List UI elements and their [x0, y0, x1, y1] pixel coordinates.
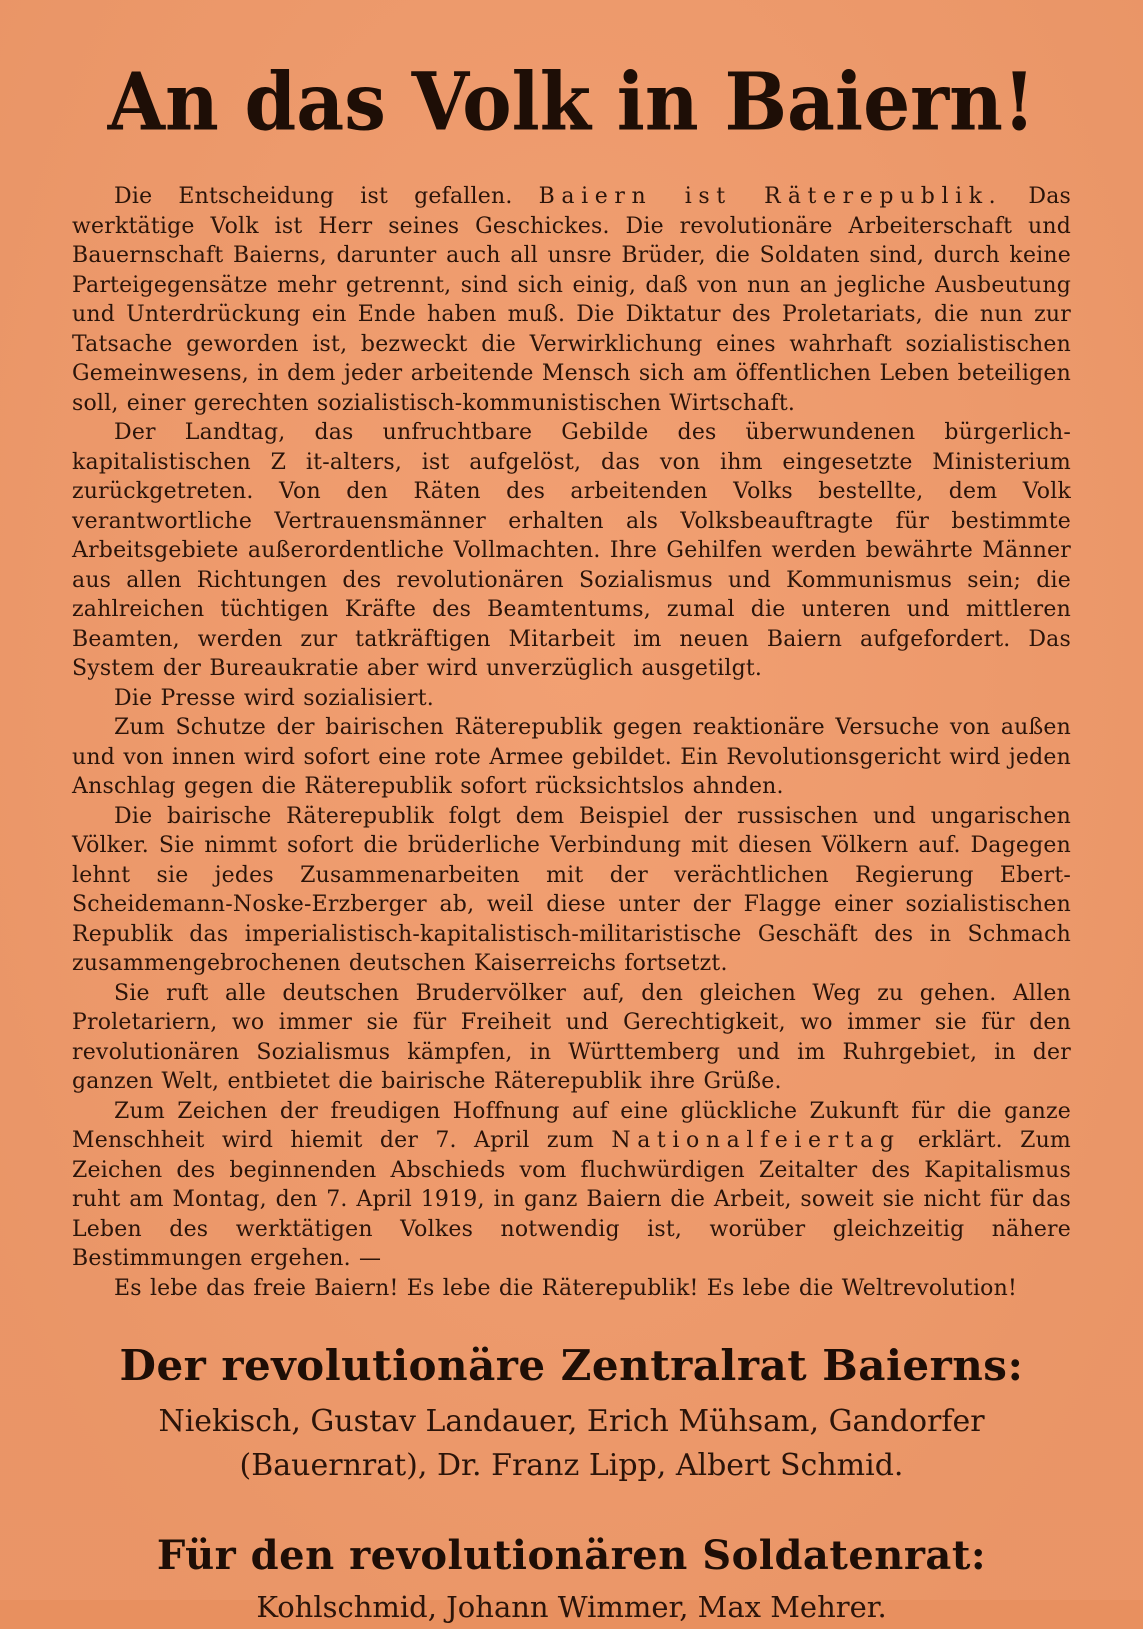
central-council-heading: Der revolutionäre Zentralrat Baierns:	[119, 1341, 1024, 1390]
paragraph-es-lebe: Es lebe das freie Baiern! Es lebe die Räterepublik! Es lebe die Weltrevolution!	[114, 1275, 1018, 1301]
paragraph-nationalfeiertag	[72, 1097, 1071, 1274]
paragraph-landtag: Der Landtag, das unfruchtbare Gebilde des überwundenen bürgerlich-kapitalistischen Z it-alters, ist aufgelöst, das von ihm eingesetzte Ministerium zurückgetreten. Von den Räten des arbeitenden Volks bestellte, dem Volk verantwortliche Vertrauensmänner erhalten als Volksbeauftragte für bestimmte Arbeitsgebiete außerordentliche Vollmachten. Ihre Gehilfen werden bewährte Männer aus allen Richtungen des revolutionären Sozialismus und Kommunismus sein; die zahlreichen tüchtigen Kräfte des Beamtentums, zumal die unteren und mittleren Beamten, werden zur tatkräftigen Mitarbeit im neuen Baiern aufgefordert. Das System der Bureaukratie aber wird unverzüglich ausgetilgt.	[72, 420, 1071, 681]
paragraph-nationalfeiertag-rest: erklärt. Zum Zeichen des beginnenden Abschieds vom fluchwürdigen Zeitalter des Kapitalismus ruht am Montag, den 7. April 1919, in ganz Baiern die Arbeit, soweit sie nicht für das Leben des werktätigen Volkes notwendig ist, worüber gleichzeitig nähere Bestimmungen ergehen. —	[72, 1128, 1071, 1271]
raeterepublik-emphasis: Baiern ist Räterepublik.	[538, 184, 1003, 209]
central-council-names: Niekisch, Gustav Landauer, Erich Mühsam, Gandorfer (Bauernrat), Dr. Franz Lipp, Albert Schmid.	[158, 1404, 985, 1483]
paragraph-decision-lead: Die Entscheidung ist gefallen.	[114, 184, 539, 209]
paragraph-voelker: Die bairische Räterepublik folgt dem Beispiel der russischen und ungarischen Völker. Sie nimmt sofort die brüderliche Verbindung mit diesen Völkern auf. Dagegen lehnt sie jedes Zusammenarbeiten mit der verächtlichen Regierung Ebert-Scheidemann-Noske-Erzberger ab, weil diese unter der Flagge einer sozialistischen Republik das imperialistisch-kapitalistisch-militaristische Geschäft des in Schmach zusammengebrochenen deutschen Kaiserreichs fortsetzt.	[72, 803, 1071, 976]
paragraph-rote-armee: Zum Schutze der bairischen Räterepublik gegen reaktionäre Versuche von außen und von innen wird sofort eine rote Armee gebildet. Ein Revolutionsgericht wird jeden Anschlag gegen die Räterepublik sofort rücksichtslos ahnden.	[72, 715, 1071, 799]
paragraph-decision-rest: Das werktätige Volk ist Herr seines Geschickes. Die revolutionäre Arbeiterschaft und Bauernschaft Baierns, darunter auch all unsre Brüder, die Soldaten sind, durch keine Parteigegensätze mehr getrennt, sind sich einig, daß von nun an jegliche Ausbeutung und Unterdrückung ein Ende haben muß. Die Diktatur des Proletariats, die nun zur Tatsache geworden ist, bezweckt die Verwirklichung eines wahrhaft sozialistischen Gemeinwesens, in dem jeder arbeitende Mensch sich am öffentlichen Leben beteiligen soll, einer gerechten sozialistisch-kommunistischen Wirtschaft.	[72, 184, 1072, 416]
paragraph-presse: Die Presse wird sozialisiert.	[114, 685, 434, 711]
soldiers-council-heading: Für den revolutionären Soldatenrat:	[156, 1532, 987, 1579]
poster-title: An das Volk in Baiern!	[107, 56, 1036, 150]
paragraph-decision	[72, 182, 1071, 418]
nationalfeiertag-emphasis: Nationalfeiertag	[611, 1128, 901, 1153]
soldiers-council-names: Kohlschmid, Johann Wimmer, Max Mehrer.	[256, 1590, 887, 1624]
paragraph-nationalfeiertag-lead: Zum Zeichen der freudigen Hoffnung auf eine glückliche Zukunft für die ganze Menschheit wird hiemit der 7. April zum	[72, 1098, 1071, 1153]
paragraph-brudervoelker: Sie ruft alle deutschen Brudervölker auf, den gleichen Weg zu gehen. Allen Proletariern, wo immer sie für Freiheit und Gerechtigkeit, wo immer sie für den revolutionären Sozialismus kämpfen, in Württemberg und im Ruhrgebiet, in der ganzen Welt, entbietet die bairische Räterepublik ihre Grüße.	[72, 980, 1071, 1094]
proclamation-body	[72, 182, 1071, 1303]
signature-block	[0, 1341, 1143, 1629]
